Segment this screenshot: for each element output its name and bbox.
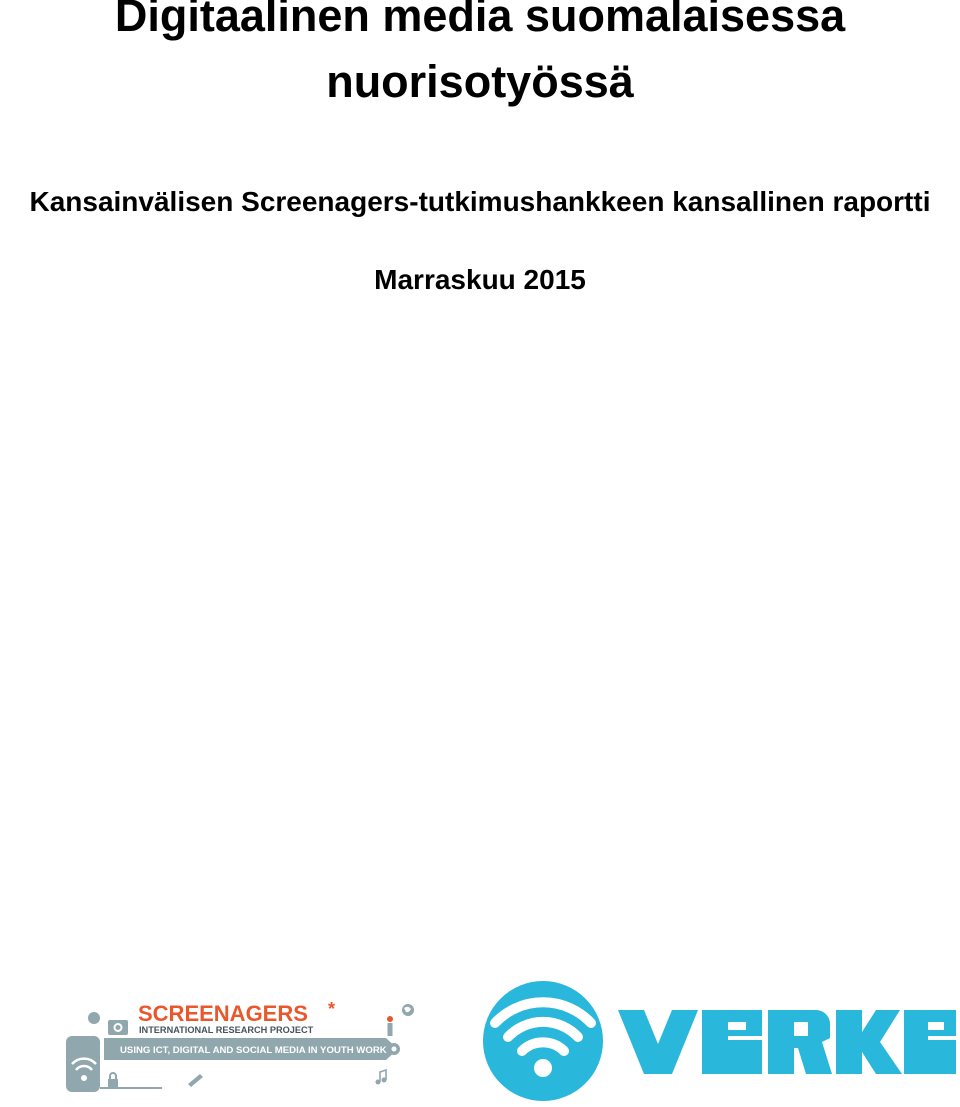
document-date: Marraskuu 2015 [374, 264, 586, 295]
document-subtitle: Kansainvälisen Screenagers-tutkimushankkeen kansallinen raportti [29, 186, 931, 217]
screenagers-banner-text: USING ICT, DIGITAL AND SOCIAL MEDIA IN YOUTH WORK [120, 1045, 387, 1056]
wifi-icon [483, 981, 603, 1101]
person-icon [387, 1016, 393, 1036]
globe-icon [402, 1004, 414, 1016]
title-line-2: nuorisotyössä [326, 56, 634, 107]
music-note-icon [376, 1070, 387, 1085]
screenagers-tagline: INTERNATIONAL RESEARCH PROJECT [139, 1025, 314, 1035]
screenagers-logo [62, 996, 422, 1096]
pencil-icon [188, 1074, 203, 1087]
gear-icon [388, 1043, 400, 1055]
title-line-1: Digitaalinen media suomalaisessa [114, 0, 846, 41]
verke-wordmark [618, 1010, 956, 1074]
lock-icon [108, 1073, 118, 1087]
camera-icon [108, 1020, 128, 1035]
speech-bubble-icon [88, 1012, 100, 1024]
screenagers-wordmark: SCREENAGERS [138, 1001, 308, 1026]
verke-logo [480, 978, 958, 1102]
star-icon: * [328, 999, 336, 1019]
document-title [0, 0, 960, 108]
